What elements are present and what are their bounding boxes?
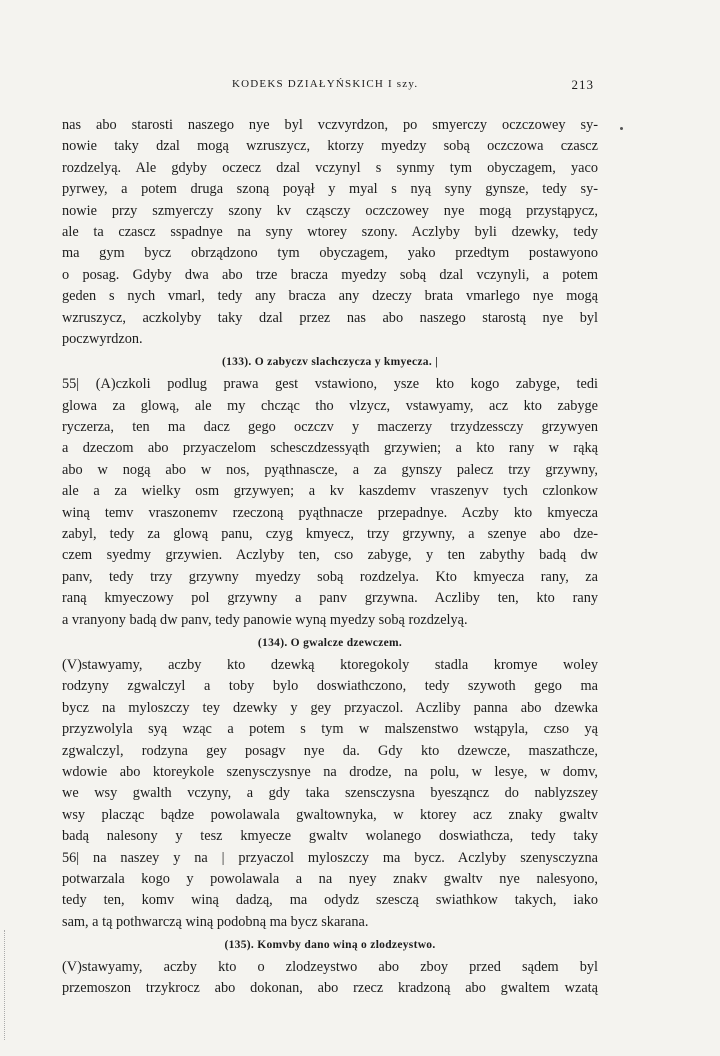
text-line: (V)stawyamy, aczby kto dzewką ktoregokoly stadla kromye woley — [62, 656, 598, 673]
text-line: zabyl, tedy za glową panu, czyg kmyecz, trzy grzywny, a szenye abo dze- — [62, 526, 598, 543]
text-line: panv, tedy trzy grzywny myedzy sobą rozdzelya. Kto kmyecza rany, za — [62, 568, 598, 585]
text-line: 56| na naszey y na | przyaczol myloszczy ma bycz. Aczlyby szenysczyzna — [62, 849, 598, 866]
text-line: rodzyny zgwalczyl a toby bylo doswiathczono, tedy szywoth gego ma — [62, 678, 598, 695]
text-line: tedy ten, komv winą dadzą, ma odydz szesczą swiathkow takych, iako — [62, 892, 598, 909]
text-line: pyrwey, a potem druga szoną poyął y myal s nyą syny gynsze, tedy sy- — [62, 181, 598, 198]
section-heading: (135). Komvby dano winą o zlodzeystwo. — [224, 939, 436, 952]
text-line: sam, a tą pothwarczą winą podobną ma bycz skarana. — [62, 913, 369, 930]
gutter-marks — [4, 930, 9, 1040]
page-header — [62, 78, 600, 98]
text-line: przyzwolyla syą wząc a potem s tym w malszenstwo wstąpyla, czso yą — [62, 721, 598, 738]
text-line: ale ta czascz sspadnye na syny wtorey szony. Aczlyby byli dzewky, tedy — [62, 223, 598, 240]
text-line: czem syedmy grzywien. Aczlyby ten, cso zabyge, y ten zabythy badą dw — [62, 547, 598, 564]
margin-dot — [620, 127, 623, 130]
text-line: nowie przy szmyerczy szony kv cząsczy oczczowey nye mogą przystąpycz, — [62, 202, 598, 219]
text-line: 55| (A)czkoli podlug prawa gest vstawiono, ysze kto kogo zabyge, tedi — [62, 376, 598, 393]
text-line: nas abo starosti naszego nye byl vczvyrdzon, po smyerczy oczczowey sy- — [62, 117, 598, 133]
text-line: glowa za glową, ale my chcząc tho vlzycz, vstawyamy, acz kto zabyge — [62, 397, 598, 414]
text-line: we wsy gwalth vczyny, a gdy taka szensczysna byesząncz do nablyzszey — [62, 785, 598, 802]
text-line: rozdzelyą. Ale gdyby oczecz dzal vczynyl s synmy tym obyczagem, yaco — [62, 159, 598, 176]
text-line: abo w nogą abo w nos, pyąthnascze, a za gynszy palecz trzy grzywny, — [62, 461, 598, 478]
text-line: wsy placząc bądze powolawala gwaltownyka, w ktorey acz znaky gwaltv — [62, 806, 598, 823]
text-line: o posag. Gdyby dwa abo trze bracza myedzy sobą dzal vczynyli, a potem — [62, 266, 598, 283]
text-line: wzruszycz, aczkolyby taky dzal przez nas abo naszego starostą nye byl — [62, 309, 598, 326]
text-line: zgwalczyl, rodzyna gey posagv nye da. Gdy kto dzewcze, maszathcze, — [62, 742, 598, 759]
text-line: a dzeczom abo przyaczelom schesczdzessyąth grzywien; a kto rany w rąką — [62, 440, 598, 457]
body-text — [62, 115, 598, 1000]
text-line: potwarzala kogo y powolawala a na nyey znakv gwaltv nye nalesyono, — [62, 870, 598, 887]
text-line: nowie taky dzal mogą wzruszycz, ktorzy myedzy sobą oczczowa czascz — [62, 138, 598, 155]
section-heading: (133). O zabyczv slachczycza y kmyecza. | — [221, 356, 439, 369]
text-line: przemoszon trzykrocz abo dokonan, abo rzecz kradzoną abo gwaltem wzatą — [62, 980, 598, 997]
text-line: bycz na myloszczy tey dzewky y gey przyaczol. Aczliby panna abo dzewka — [62, 699, 598, 716]
text-line: badą nalesony y tesz kmyecze gwaltv wolanego doswiathcza, tedy taky — [62, 828, 598, 845]
text-line: winą temv vraszonemv rzeczoną pyąthnacze przepadnye. Aczby kto kmyecza — [62, 504, 598, 521]
text-line: a vranyony badą dw panv, tedy panowie wyną myedzy sobą rozdzelyą. — [62, 611, 468, 628]
text-line: poczwyrdzon. — [62, 330, 143, 347]
section-heading: (134). O gwalcze dzewczem. — [257, 636, 403, 649]
text-line: geden s nych vmarl, tedy any bracza any dzeczy brata vmarlego nye mogą — [62, 288, 598, 305]
text-line: wdowie abo ktoreykole szenysczysnye na drodze, na polu, w lesye, w domv, — [62, 763, 598, 780]
text-line: ryczerza, ten ma dacz gego oczczv y maczerzy trzydzessczy grzywyen — [62, 419, 598, 436]
text-line: ma gym bycz obrządzono tym obyczagem, yako przedtym postawyono — [62, 245, 598, 262]
text-line: raną kmyeczowy pol grzywny a panv grzywna. Aczliby ten, kto rany — [62, 590, 598, 607]
text-line: ale a za wielky osm grzywyen; a kv kaszdemv vraszenyv tych czlonkow — [62, 483, 598, 500]
text-line: (V)stawyamy, aczby kto o zlodzeystwo abo zboy przed sądem byl — [62, 959, 598, 976]
page-number: 213 — [571, 77, 594, 92]
running-title: KODEKS DZIAŁYŃSKICH I szy. — [232, 78, 419, 90]
